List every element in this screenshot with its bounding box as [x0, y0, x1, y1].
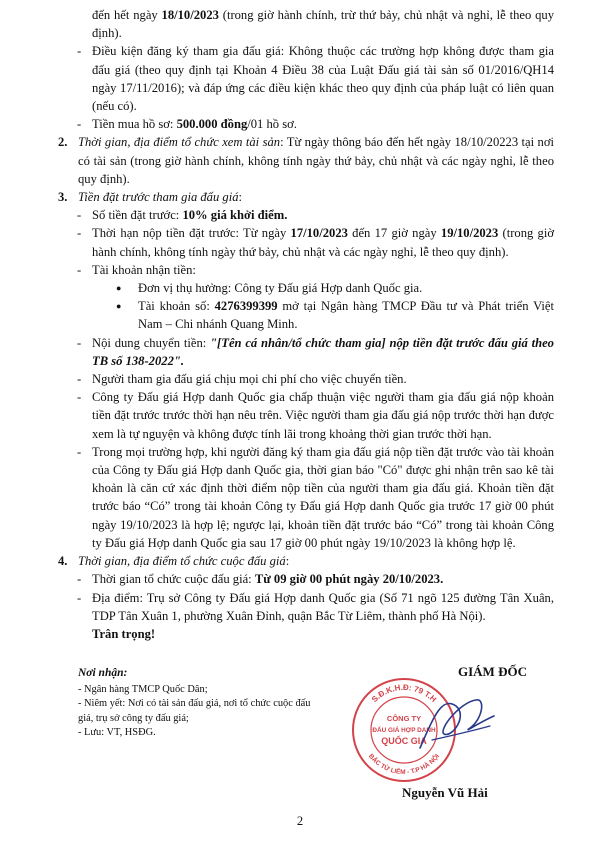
signer-title: GIÁM ĐỐC	[458, 664, 527, 679]
section-title: Thời gian, địa điểm tổ chức cuộc đấu giá	[78, 554, 286, 569]
auction-place: - Địa điểm: Trụ sở Công ty Đấu giá Hợp danh Quốc gia (Số 71 ngõ 125 đường Tân Xuân, TDP Tân Xuân 1, phường Xuân Đỉnh, quận Bắc Từ Liêm, thành phố Hà Nội).	[78, 589, 554, 625]
document-body	[58, 6, 554, 643]
eligibility-conditions: - Điều kiện đăng ký tham gia đấu giá: Không thuộc các trường hợp không được tham gia đấu giá (theo quy định tại Khoản 4 Điều 38 của Luật Đấu giá tài sản số 01/2016/QH14 ngày 17/11/2016); và đáp ứng các điều kiện khác theo quy định của pháp luật có liên quan (nếu có).	[78, 42, 554, 115]
page-number: 2	[296, 814, 304, 828]
deposit-validity-note: - Trong mọi trường hợp, khi người đăng ký tham gia đấu giá nộp tiền đặt trước vào tài khoản của Công ty Đấu giá Hợp danh Quốc gia, thời gian báo "Có" được ghi nhận trên sao kê tài khoản là căn cứ xác định thời điểm nộp tiền của người tham gia đấu giá. Khoản tiền đặt trước báo “Có” trong tài khoản Công ty Đấu giá Hợp danh Quốc gia trước 17 giờ 00 phút ngày 19/10/2023 là hợp lệ; ngược lại, khoản tiền đặt trước báo “Có” trong tài khoản Công ty Đấu giá Hợp danh Quốc gia sau 17 giờ 00 phút ngày 19/10/2023 là không hợp lệ.	[78, 443, 554, 552]
dossier-fee: - Tiền mua hồ sơ: 500.000 đồng/01 hồ sơ.	[78, 115, 554, 133]
recipient-line: - Niêm yết: Nơi có tài sản đấu giá, nơi tổ chức cuộc đấu giá, trụ sở công ty đấu giá;	[78, 698, 311, 724]
recipient-line: - Ngân hàng TMCP Quốc Dân;	[78, 683, 208, 695]
signer-name: Nguyễn Vũ Hải	[402, 785, 488, 800]
transfer-content: - Nội dung chuyển tiền: "[Tên cá nhân/tổ chức tham gia] nộp tiền đặt trước đấu giá theo TB số 138-2022".	[78, 334, 554, 370]
recipients-title: Nơi nhận:	[78, 667, 128, 679]
svg-text:CÔNG TY: CÔNG TY	[386, 714, 422, 723]
account-number-item: ● Tài khoản số: 4276399399 mở tại Ngân hàng TMCP Đầu tư và Phát triển Việt Nam – Chi nhánh Quang Minh.	[78, 297, 554, 333]
beneficiary-item: ● Đơn vị thụ hưởng: Công ty Đấu giá Hợp danh Quốc gia.	[78, 279, 554, 297]
section-auction-time: 4. Thời gian, địa điểm tổ chức cuộc đấu giá:	[78, 552, 554, 570]
svg-text:S.Đ.K.H.Đ: 79 T.H: S.Đ.K.H.Đ: 79 T.H	[369, 682, 439, 705]
section-viewing-time: 2. Thời gian, địa điểm tổ chức xem tài sản: Từ ngày thông báo đến hết ngày 18/10/20223 tại nơi có tài sản (trong giờ hành chính, không tính ngày thứ bảy, chủ nhật và các ngày nghỉ, lễ theo quy định).	[58, 135, 554, 186]
recipients-block	[78, 666, 318, 741]
section-title: Tiền đặt trước tham gia đấu giá	[78, 190, 239, 205]
deposit-amount: - Số tiền đặt trước: 10% giá khởi điểm.	[78, 206, 554, 224]
section-number: 4.	[58, 554, 68, 569]
registration-deadline-continued: đến hết ngày 18/10/2023 (trong giờ hành chính, trừ thứ bảy, chủ nhật và nghỉ, lễ theo quy định).	[92, 8, 554, 41]
receiving-account-heading: - Tài khoản nhận tiền:	[78, 261, 554, 279]
section-number: 2.	[58, 135, 68, 150]
recipient-line: - Lưu: VT, HSĐG.	[78, 727, 156, 739]
closing-greeting: Trân trọng!	[92, 626, 156, 641]
section-title: Thời gian, địa điểm tổ chức xem tài sản	[78, 135, 281, 150]
section-deposit: 3. Tiền đặt trước tham gia đấu giá:	[78, 188, 554, 206]
svg-text:QUỐC GIA: QUỐC GIA	[381, 736, 427, 746]
deposit-deadline: - Thời hạn nộp tiền đặt trước: Từ ngày 17/10/2023 đến 17 giờ ngày 19/10/2023 (trong giờ hành chính, không tính ngày thứ bảy, chủ nhật và các ngày nghỉ, lễ theo quy định).	[78, 224, 554, 260]
svg-text:BẮC TỪ LIÊM - T.P HÀ NỘI: BẮC TỪ LIÊM - T.P HÀ NỘI	[366, 752, 442, 777]
auction-time: - Thời gian tổ chức cuộc đấu giá: Từ 09 giờ 00 phút ngày 20/10/2023.	[78, 570, 554, 588]
section-number: 3.	[58, 190, 68, 205]
handwritten-signature	[412, 676, 502, 766]
early-deposit-note: - Công ty Đấu giá Hợp danh Quốc gia chấp thuận việc người tham gia đấu giá nộp khoản tiền đặt trước trước thời hạn nêu trên. Việc người tham gia đấu giá nộp trước thời hạn được xem là tự nguyện và không được tính lãi trong khoảng thời gian trước thời hạn.	[78, 388, 554, 443]
svg-text:ĐẤU GIÁ HỢP DANH: ĐẤU GIÁ HỢP DANH	[372, 727, 436, 734]
transfer-fee-note: - Người tham gia đấu giá chịu mọi chi phí cho việc chuyển tiền.	[78, 370, 554, 388]
